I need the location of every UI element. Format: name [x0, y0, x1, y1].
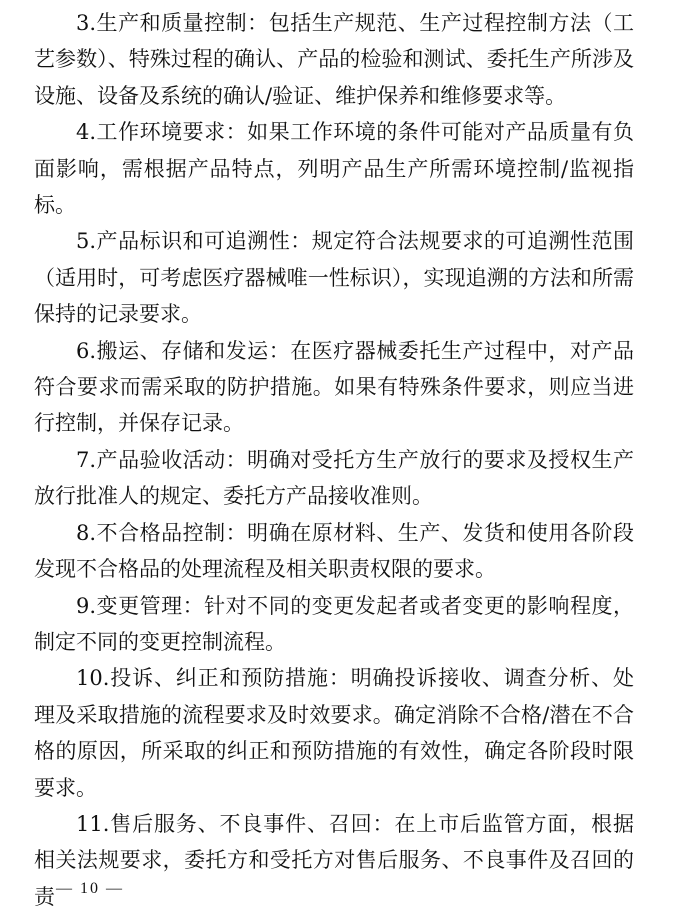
paragraph-work-environment: 4.工作环境要求：如果工作环境的条件可能对产品质量有负面影响，需根据产品特点，列明产品生产所需环境控制/监视指标。: [34, 120, 634, 218]
paragraph-complaints-capa: 10.投诉、纠正和预防措施：明确投诉接收、调查分析、处理及采取措施的流程要求及时效要求。确定消除不合格/潜在不合格的原因，所采取的纠正和预防措施的有效性，确定各阶段时限要求。: [34, 666, 634, 800]
paragraph-after-sales-recall: 11.售后服务、不良事件、召回：在上市后监管方面，根据相关法规要求，委托方和受托方对售后服务、不良事件及召回的责: [34, 811, 634, 909]
document-body: [34, 5, 634, 915]
paragraph-change-management: 9.变更管理：针对不同的变更发起者或者变更的影响程度，制定不同的变更控制流程。: [34, 593, 634, 654]
paragraph-identification-traceability: 5.产品标识和可追溯性：规定符合法规要求的可追溯性范围（适用时，可考虑医疗器械唯一性标识），实现追溯的方法和所需保持的记录要求。: [34, 229, 634, 327]
paragraph-nonconforming-control: 8.不合格品控制：明确在原材料、生产、发货和使用各阶段发现不合格品的处理流程及相关职责权限的要求。: [34, 520, 634, 582]
paragraph-product-acceptance: 7.产品验收活动：明确对受托方生产放行的要求及授权生产放行批准人的规定、委托方产品接收准则。: [34, 447, 634, 509]
page-number: — 10 —: [56, 880, 124, 897]
paragraph-production-quality-control: 3.生产和质量控制：包括生产规范、生产过程控制方法（工艺参数）、特殊过程的确认、产品的检验和测试、委托生产所涉及设施、设备及系统的确认/验证、维护保养和维修要求等。: [34, 11, 634, 108]
paragraph-handling-storage-shipping: 6.搬运、存储和发运：在医疗器械委托生产过程中，对产品符合要求而需采取的防护措施。如果有特殊条件要求，则应当进行控制，并保存记录。: [34, 338, 634, 436]
